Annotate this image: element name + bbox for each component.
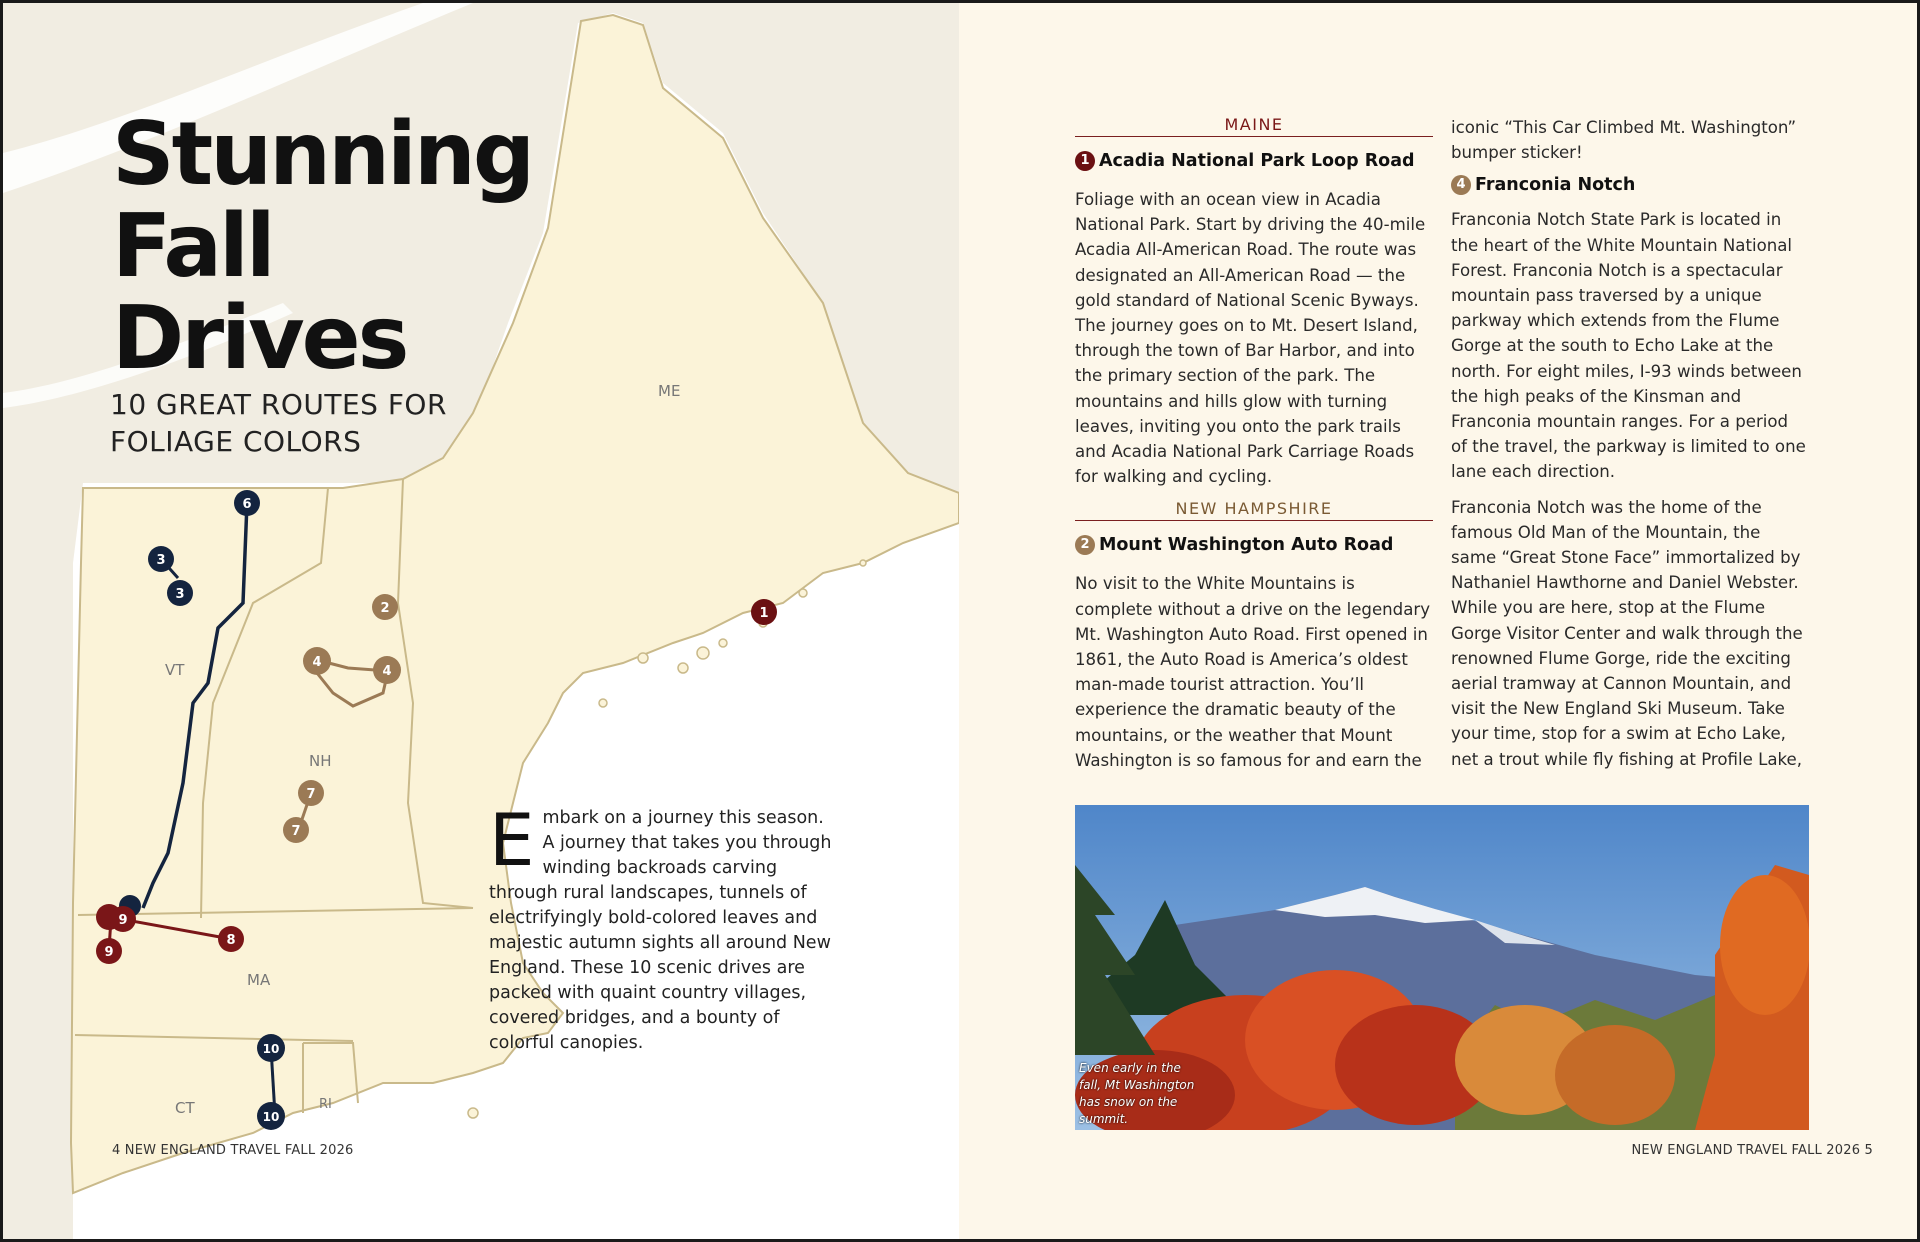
route-heading-1: 1 Acadia National Park Loop Road [1075,149,1433,173]
state-label-ri: RI [319,1097,332,1112]
svg-text:9: 9 [104,945,114,960]
photo-caption: Even early in the fall, Mt Washington has snow on the summit. [1079,1061,1195,1126]
route-marker[interactable] [148,546,174,572]
section-heading-nh: NEW HAMPSHIRE [1075,499,1433,521]
svg-text:7: 7 [306,787,316,802]
route-body-1: Foliage with an ocean view in Acadia National Park. Start by driving the 40-mile Acadia All-American Road. The route was designated an All-American Road — the gold standard of National Scenic Byways. The journey goes on to Mt. Desert Island, through the town of Bar Harbor, and into the primary section of the park. The mountains and hills glow with turning leaves, inviting you onto the park trails and Acadia National Park Carriage Roads for walking and cycling. [1075,190,1426,487]
route-marker[interactable] [283,817,309,843]
route-number-badge: 4 [1451,175,1471,195]
intro-paragraph: Embark on a journey this season. A journey that takes you through winding backroads carving through rural landscapes, tunnels of electrifyingly bold-colored leaves and majestic autumn sights all around New England. These 10 scenic drives are packed with quaint country villages, covered bridges, and a bounty of colorful canopies. [489,798,832,1053]
svg-text:1: 1 [759,606,769,621]
route-marker[interactable] [298,780,324,806]
state-label-me: ME [658,382,681,400]
route-marker[interactable] [110,906,136,932]
svg-text:2: 2 [380,601,390,616]
route-marker[interactable] [218,926,244,952]
svg-text:10: 10 [262,1110,280,1124]
route-marker[interactable] [96,938,122,964]
route-marker[interactable] [373,656,401,684]
route-marker[interactable] [257,1034,285,1062]
svg-text:8: 8 [226,933,236,948]
route-marker[interactable] [257,1102,285,1130]
route-marker[interactable] [167,580,193,606]
route-marker[interactable] [751,599,777,625]
route-heading-4: 4 Franconia Notch [1451,173,1809,197]
route-number-badge: 2 [1075,535,1095,555]
route-body-2: No visit to the White Mountains is complete without a drive on the legendary Mt. Washington Auto Road. First opened in 1861, the Auto Road is America’s oldest man-made tourist attraction. You’ll experience the dramatic beauty of the mountains, or the weather that Mount Washington is so famous for and earn the [1075,574,1431,770]
text-column-1 [1075,115,1433,783]
page-title: Stunning Fall Drives [112,103,533,389]
state-label-ma: MA [247,971,271,989]
route-body-4a: Franconia Notch State Park is located in the heart of the White Mountain National Forest. Franconia Notch is a spectacular mountain pass traversed by a unique parkway which extends from the Flume Gorge at the south to Echo Lake at the north. For eight miles, I-93 winds between the high peaks of the Kinsman and Franconia mountain ranges. For a period of the travel, the parkway is limited to one lane each direction. [1451,210,1806,482]
svg-text:10: 10 [262,1042,280,1056]
svg-text:3: 3 [156,553,166,568]
section-heading-maine: MAINE [1075,115,1433,137]
left-page [3,3,959,1239]
svg-text:9: 9 [118,913,128,928]
continued-text: iconic “This Car Climbed Mt. Washington” bumper sticker! [1451,118,1797,163]
page-folio-right: NEW ENGLAND TRAVEL FALL 2026 5 [1631,1143,1873,1158]
route-body-4b: Franconia Notch was the home of the famous Old Man of the Mountain, the same “Great Stone Face” immortalized by Nathaniel Hawthorne and Daniel Webster. While you are here, stop at the Flume Gorge Visitor Center and walk through the renowned Flume Gorge, ride the exciting aerial tramway at Cannon Mountain, and visit the New England Ski Museum. Take your time, stop for a swim at Echo Lake, net a trout while fly fishing at Profile Lake, [1451,497,1803,769]
magazine-spread [3,3,1917,1239]
svg-text:6: 6 [242,497,252,512]
route-marker[interactable] [303,647,331,675]
state-label-vt: VT [165,661,185,679]
state-label-nh: NH [309,752,332,770]
state-label-ct: CT [175,1099,195,1117]
page-folio-left: 4 NEW ENGLAND TRAVEL FALL 2026 [112,1143,354,1158]
route-marker[interactable] [234,490,260,516]
mt-washington-photo [1075,805,1809,1130]
page-subtitle: 10 GREAT ROUTES FOR FOLIAGE COLORS [110,388,447,458]
route-heading-2: 2 Mount Washington Auto Road [1075,533,1433,557]
svg-text:4: 4 [312,655,322,670]
svg-text:4: 4 [382,664,392,679]
route-number-badge: 1 [1075,151,1095,171]
svg-text:3: 3 [175,587,185,602]
svg-text:7: 7 [291,824,301,839]
right-page [959,3,1917,1239]
text-column-2 [1451,115,1809,782]
route-marker[interactable] [372,594,398,620]
drop-cap: E [489,798,535,882]
